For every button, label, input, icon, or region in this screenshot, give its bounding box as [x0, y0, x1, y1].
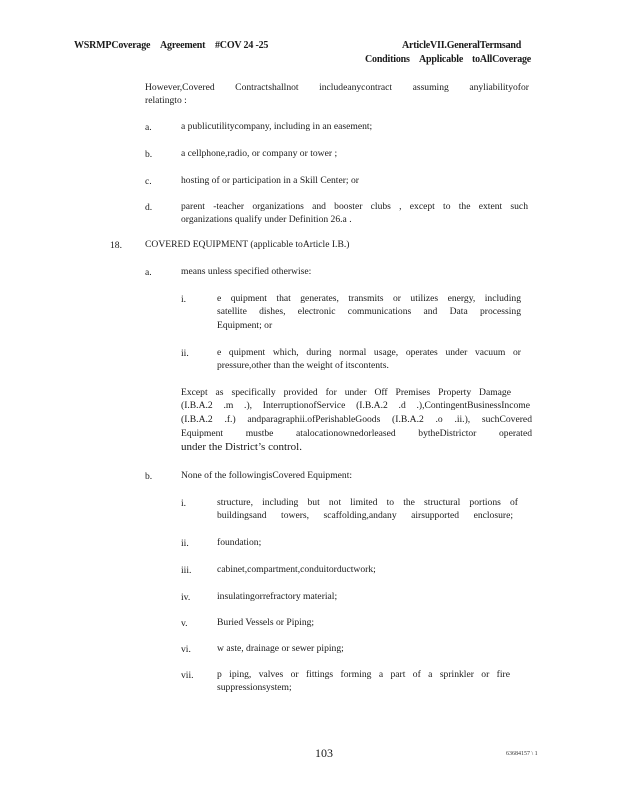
item-text-a-ii-line-2: pressure,other than the weight of itscontents. — [217, 360, 389, 371]
item-label-b-i: i. — [181, 498, 187, 509]
section-heading: COVERED EQUIPMENT (applicable toArticle I.B.) — [145, 239, 350, 250]
item-label-b-vii: vii. — [181, 670, 194, 681]
page-number: 103 — [315, 746, 333, 760]
exclusion-label-d: d. — [145, 202, 153, 213]
item-text-a-i-line-2: satellite dishes, electronic communications and Data processing — [217, 306, 521, 317]
item-text-b-vii-line-1: p iping, valves or fittings forming a part of a sprinkler or fire — [217, 669, 510, 680]
subsection-text-a: means unless specified otherwise: — [181, 266, 312, 277]
header-applicable: Applicable — [419, 54, 464, 65]
exclusion-text-c: hosting of or participation in a Skill Center; or — [181, 175, 359, 186]
header-article-title: ArticleVII.GeneralTermsand — [402, 40, 522, 51]
item-text-b-v: Buried Vessels or Piping; — [217, 617, 315, 628]
item-text-b-iv: insulatingorrefractory material; — [217, 591, 338, 602]
exception-para-line-2: (I.B.A.2 .m .), InterruptionofService (I.B.A.2 .d .),ContingentBusinessIncome — [181, 400, 530, 411]
item-text-b-iii: cabinet,compartment,conduitorductwork; — [217, 564, 376, 575]
item-text-b-ii: foundation; — [217, 537, 262, 548]
intro-line-2: relatingto : — [145, 95, 187, 106]
item-label-a-i: i. — [181, 294, 187, 305]
item-text-a-i-line-1: e quipment that generates, transmits or utilizes energy, including — [217, 293, 521, 304]
exclusion-text-a: a publicutilitycompany, including in an easement; — [181, 121, 373, 132]
exclusion-text-d-line-1: parent -teacher organizations and booster clubs , except to the extent such — [181, 201, 528, 212]
document-code: 63684157 \ 1 — [506, 751, 538, 757]
exclusion-text-d-line-2: organizations qualify under Definition 26.a . — [181, 214, 352, 225]
exception-para-line-4: Equipment mustbe atalocationownedorleased bytheDistrictor operated — [181, 428, 532, 439]
item-label-b-v: v. — [181, 618, 188, 629]
header-agreement: Agreement — [160, 40, 206, 51]
exclusion-label-c: c. — [145, 176, 152, 187]
intro-line-1: However,Covered Contractshallnot includeanycontract assuming anyliabilityofor — [145, 82, 529, 93]
item-label-b-ii: ii. — [181, 538, 189, 549]
exclusion-label-a: a. — [145, 122, 152, 133]
item-text-b-vi: w aste, drainage or sewer piping; — [217, 643, 344, 654]
subsection-label-b: b. — [145, 471, 153, 482]
header-doc-name: WSRMPCoverage — [74, 40, 151, 51]
item-text-a-i-line-3: Equipment; or — [217, 320, 273, 331]
item-label-a-ii: ii. — [181, 348, 189, 359]
item-text-a-ii-line-1: e quipment which, during normal usage, operates under vacuum or — [217, 347, 521, 358]
item-label-b-iv: iv. — [181, 592, 191, 603]
exclusion-label-b: b. — [145, 149, 153, 160]
item-text-b-i-line-2: buildingsand towers, scaffolding,andany airsupported enclosure; — [217, 510, 513, 521]
item-label-b-iii: iii. — [181, 565, 192, 576]
exclusion-text-b: a cellphone,radio, or company or tower ; — [181, 148, 338, 159]
item-label-b-vi: vi. — [181, 644, 191, 655]
subsection-label-a: a. — [145, 267, 152, 278]
header-cov-number: #COV 24 -25 — [215, 40, 269, 51]
header-to-all-coverage: toAllCoverage — [472, 54, 532, 65]
section-number: 18. — [110, 240, 122, 251]
exception-para-line-3: (I.B.A.2 .f.) andparagraphii.ofPerishableGoods (I.B.A.2 .o .ii.), suchCovered — [181, 414, 532, 425]
subsection-text-b: None of the followingisCovered Equipment: — [181, 470, 353, 481]
item-text-b-i-line-1: structure, including but not limited to the structural portions of — [217, 497, 518, 508]
exception-para-line-5: under the District’s control. — [181, 441, 302, 453]
header-conditions: Conditions — [365, 54, 410, 65]
exception-para-line-1: Except as specifically provided for under Off Premises Property Damage — [181, 387, 511, 398]
item-text-b-vii-line-2: suppressionsystem; — [217, 682, 292, 693]
